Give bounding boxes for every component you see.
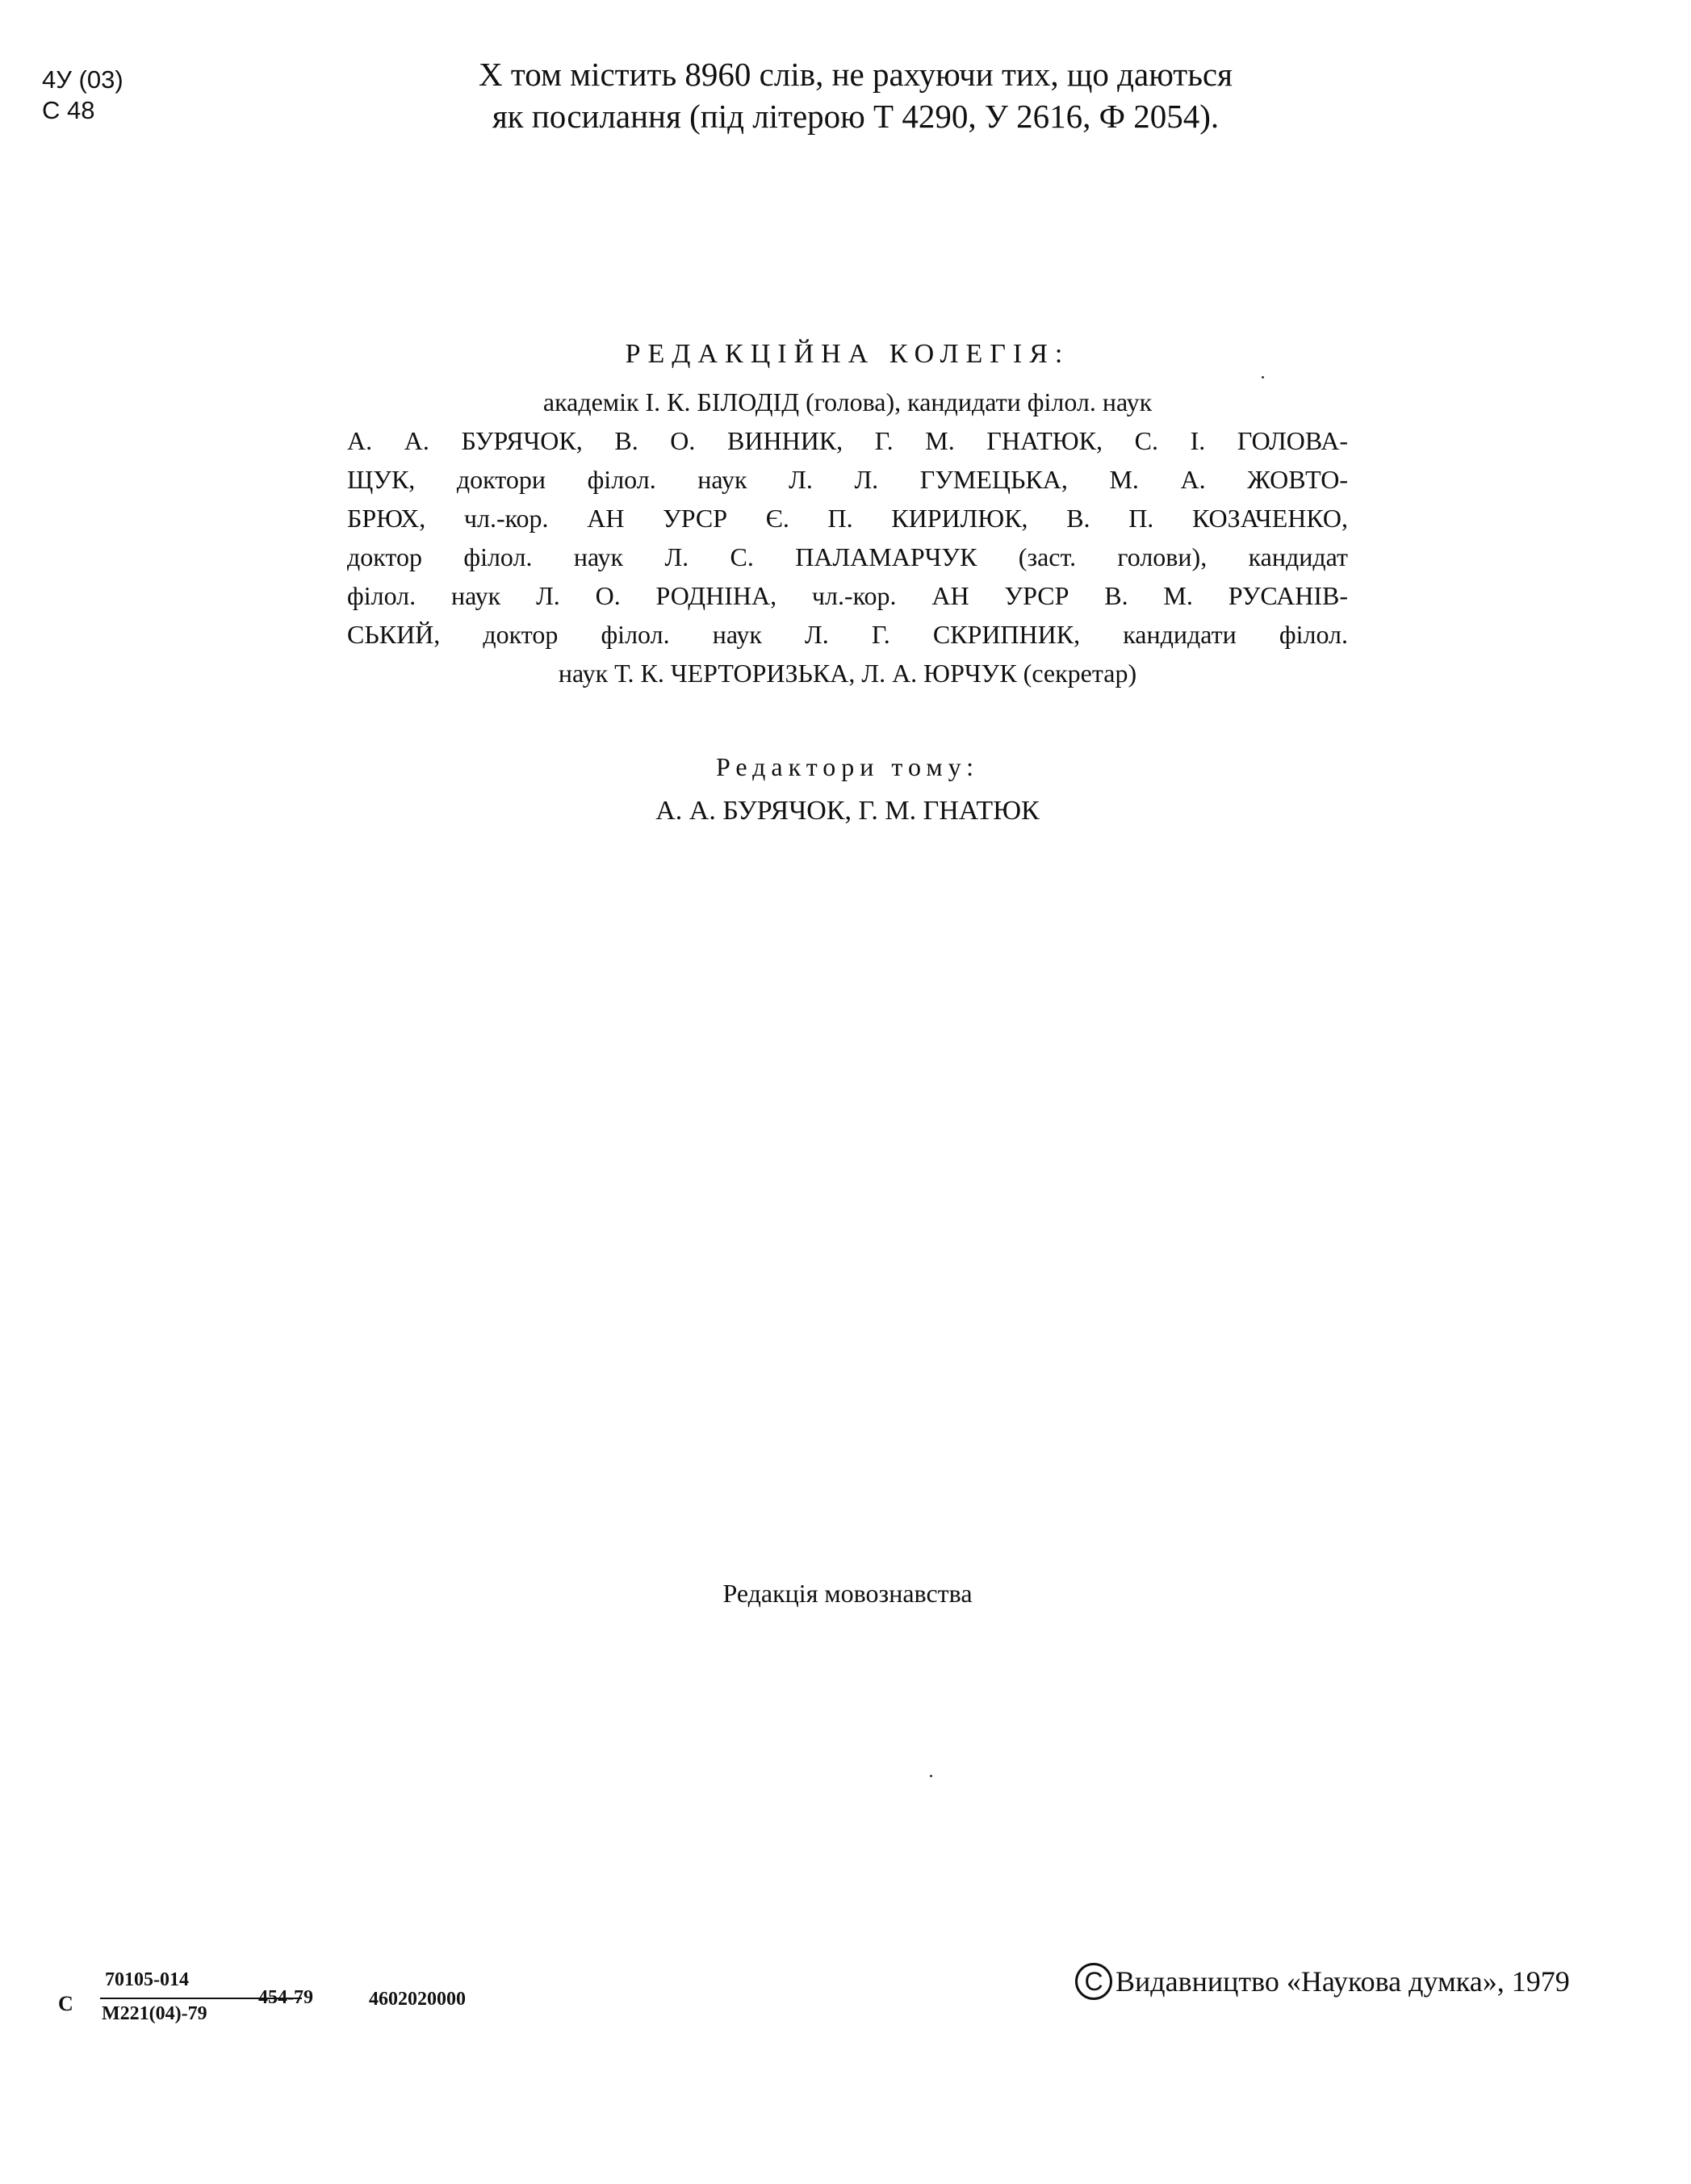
index-letter: С [58, 1992, 73, 2015]
copyright-icon: C [1075, 1963, 1112, 2000]
board-line-3: ЩУК, доктори філол. наук Л. Л. ГУМЕЦЬКА, М. А. ЖОВТО- [347, 465, 1348, 494]
volume-editors-title: Редактори тому: [715, 752, 980, 781]
board-line-7: СЬКИЙ, доктор філол. наук Л. Г. СКРИПНИК, кандидати філол. [347, 620, 1348, 649]
editorial-board-members [347, 383, 1348, 692]
volume-editors-names: А. А. БУРЯЧОК, Г. М. ГНАТЮК [655, 796, 1040, 826]
board-line-4: БРЮХ, чл.-кор. АН УРСР Є. П. КИРИЛЮК, В. П. КОЗАЧЕНКО, [347, 504, 1348, 533]
index-denominator: М221(04)-79 [102, 2003, 207, 2024]
board-line-8: наук Т. К. ЧЕРТОРИЗЬКА, Л. А. ЮРЧУК (секретар) [558, 659, 1137, 688]
copyright-text: Видавництво «Наукова думка», 1979 [1115, 1965, 1570, 1998]
header-note-line-1: X том містить 8960 слів, не рахуючи тих, що даються [479, 56, 1233, 93]
udc-code: 4У (03) [42, 65, 123, 94]
author-mark: С 48 [42, 96, 95, 124]
editorial-board-title: РЕДАКЦІЙНА КОЛЕГІЯ: [625, 339, 1070, 369]
header-note-line-2: як посилання (під літерою Т 4290, У 2616, Ф 2054). [492, 98, 1220, 135]
index-code: 4602020000 [369, 1989, 466, 2010]
department-label: Редакція мовознавства [722, 1579, 973, 1608]
board-line-1: академік І. К. БІЛОДІД (голова), кандидати філол. наук [542, 387, 1153, 416]
index-numerator: 70105-014 [105, 1969, 189, 1990]
board-line-2: А. А. БУРЯЧОК, В. О. ВИННИК, Г. М. ГНАТЮК, С. І. ГОЛОВА- [347, 426, 1348, 455]
classification-block [42, 65, 123, 126]
copyright-line [1075, 1963, 1570, 2000]
board-line-6: філол. наук Л. О. РОДНІНА, чл.-кор. АН УРСР В. М. РУСАНІВ- [347, 581, 1348, 610]
print-speck [930, 1775, 932, 1777]
board-line-5: доктор філол. наук Л. С. ПАЛАМАРЧУК (заст. голови), кандидат [347, 542, 1348, 571]
header-note [323, 53, 1388, 137]
print-speck [1262, 376, 1264, 379]
index-order-number: 454-79 [258, 1987, 313, 2008]
